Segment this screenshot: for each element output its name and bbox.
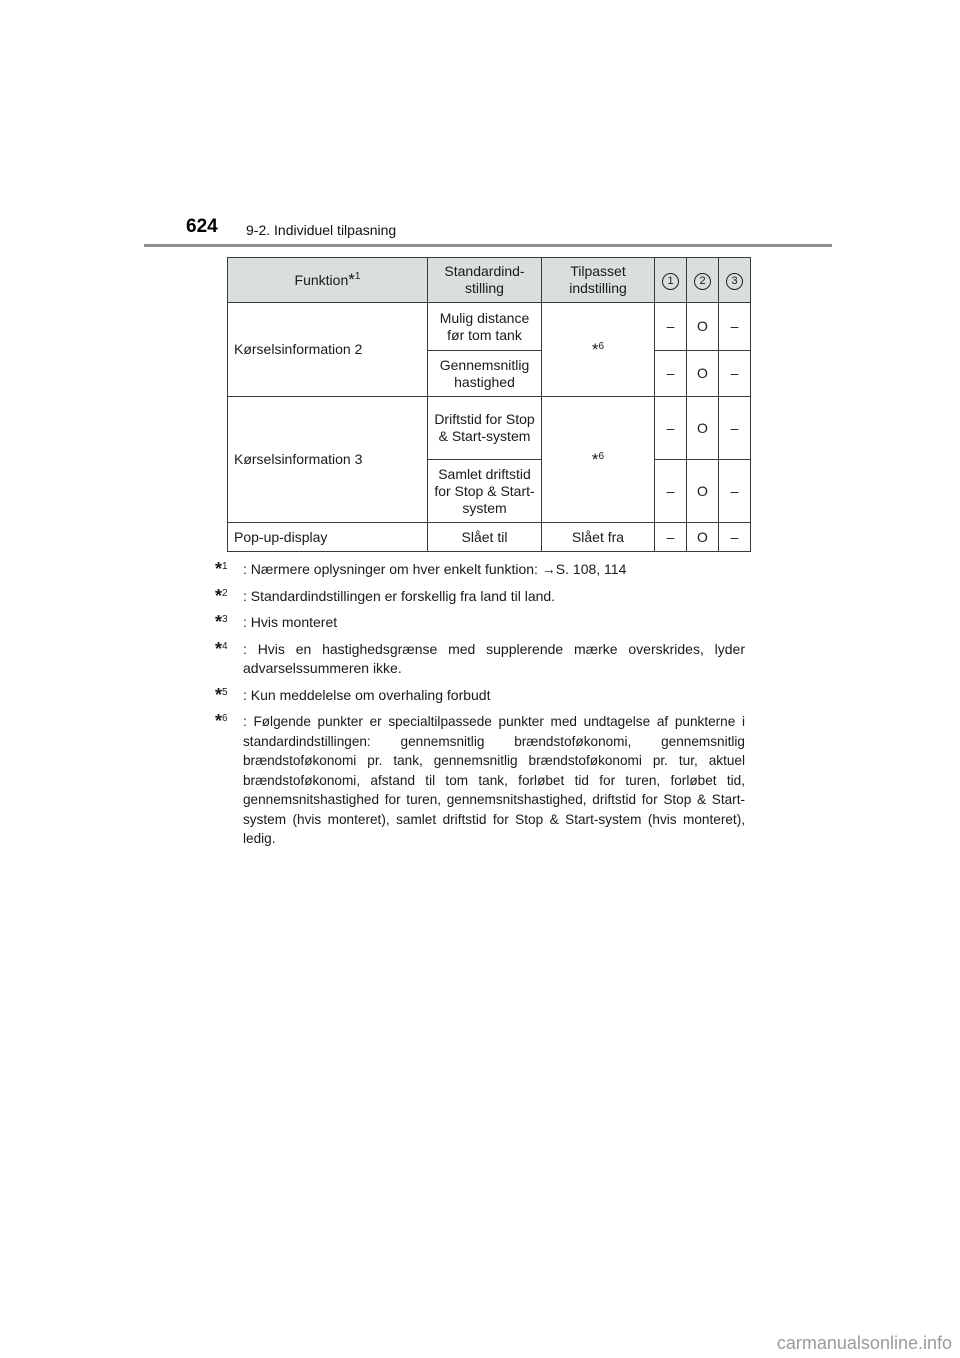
page-number: 624: [186, 216, 218, 237]
row-default-value: Mulig distance før tom tank: [428, 303, 542, 351]
row-group-label: Kørselsinformation 3: [228, 397, 428, 523]
footnote-star: *: [215, 612, 223, 632]
footnote-star: *: [215, 711, 223, 731]
footnote-star: *: [348, 270, 355, 289]
footnote-text: : Hvis en hastighedsgrænse med supplerende mærke overskrides, lyder advarselssummeren ikke.: [243, 640, 745, 676]
row-col-3: –: [719, 523, 751, 552]
row-col-2: O: [687, 351, 719, 397]
row-col-3: –: [719, 303, 751, 351]
footnote-star: *: [591, 449, 599, 469]
circled-number-1-icon: 1: [662, 273, 679, 290]
footnote-text: : Nærmere oplysninger om hver enkelt funktion: →S. 108, 114: [243, 561, 627, 577]
footnote-star: *: [215, 638, 223, 659]
header-divider: [144, 244, 832, 247]
row-group-label: Kørselsinformation 2: [228, 303, 428, 397]
row-default-value: Driftstid for Stop & Start-system: [428, 397, 542, 460]
row-col-2: O: [687, 460, 719, 523]
row-custom-value: Slået fra: [542, 523, 655, 552]
custom-note: 6: [598, 340, 605, 352]
row-group-label: Pop-up-display: [228, 523, 428, 552]
row-col-1: –: [655, 523, 687, 552]
header-custom: Tilpasset indstilling: [542, 258, 655, 303]
custom-note: 6: [598, 450, 605, 462]
table-row: [228, 303, 751, 351]
footnotes: [215, 560, 745, 856]
row-col-1: –: [655, 460, 687, 523]
row-col-1: –: [655, 303, 687, 351]
row-custom-value: [542, 397, 655, 523]
row-default-value: Gennemsnitlig hastighed: [428, 351, 542, 397]
section-title: 9-2. Individuel tilpasning: [246, 222, 397, 238]
row-col-1: –: [655, 351, 687, 397]
circled-number-2-icon: 2: [694, 273, 711, 290]
footnote-star: *: [591, 339, 599, 359]
footnote-4: [215, 640, 745, 679]
footnote-text: : Følgende punkter er specialtilpassede punkter med undtagelse af punkterne i standardindstillingen: gennemsnitlig brændstoføkonomi, gennemsnitlig brændstoføkonomi pr. tank, gennemsnitlig brændstoføkonomi pr. tur, aktuel brændstoføkonomi, afstand til tom tank, forløbet tid for turen, forløbet tid, gennemsnitshastighed for turen, gennemsnitshastighed, driftstid for Stop & Start-system (hvis monteret), samlet driftstid for Stop & Start-system (hvis monteret), ledig.: [243, 714, 745, 846]
row-col-1: –: [655, 397, 687, 460]
row-default-value: Slået til: [428, 523, 542, 552]
row-col-2: O: [687, 523, 719, 552]
footnote-3: [215, 613, 745, 633]
table-header-row: [228, 258, 751, 303]
footnote-1: [215, 560, 745, 580]
footnote-number: 5: [222, 686, 228, 698]
header-col-1: [655, 258, 687, 303]
row-col-3: –: [719, 460, 751, 523]
header-col-2: [687, 258, 719, 303]
footnote-5: [215, 686, 745, 706]
header-function: [228, 258, 428, 303]
footnote-number: 1: [222, 561, 228, 572]
footnote-star: *: [215, 684, 223, 705]
footnote-text: : Hvis monteret: [243, 614, 338, 630]
table-row: [228, 523, 751, 552]
footnote-number: 2: [222, 587, 228, 599]
row-col-2: O: [687, 303, 719, 351]
row-col-3: –: [719, 351, 751, 397]
circled-number-3-icon: 3: [726, 273, 743, 290]
footnote-number: 3: [222, 614, 228, 625]
footnote-2: [215, 587, 745, 607]
header-function-note: 1: [354, 271, 361, 282]
row-col-3: –: [719, 397, 751, 460]
header-col-3: [719, 258, 751, 303]
settings-table: [227, 257, 751, 552]
footnote-text: : Standardindstillingen er forskellig fra land til land.: [243, 587, 556, 604]
footnote-star: *: [215, 585, 223, 606]
footnote-star: *: [215, 559, 223, 579]
table-row: [228, 397, 751, 460]
footnote-number: 6: [222, 713, 228, 724]
header-default: Standardind-stilling: [428, 258, 542, 303]
footnote-6: [215, 712, 745, 849]
row-custom-value: [542, 303, 655, 397]
row-col-2: O: [687, 397, 719, 460]
watermark: carmanualsonline.info: [776, 1333, 952, 1353]
footnote-text: : Kun meddelelse om overhaling forbudt: [243, 686, 491, 703]
row-default-value: Samlet driftstid for Stop & Start-system: [428, 460, 542, 523]
header-function-label: Funktion: [294, 272, 349, 288]
footnote-number: 4: [222, 640, 228, 652]
